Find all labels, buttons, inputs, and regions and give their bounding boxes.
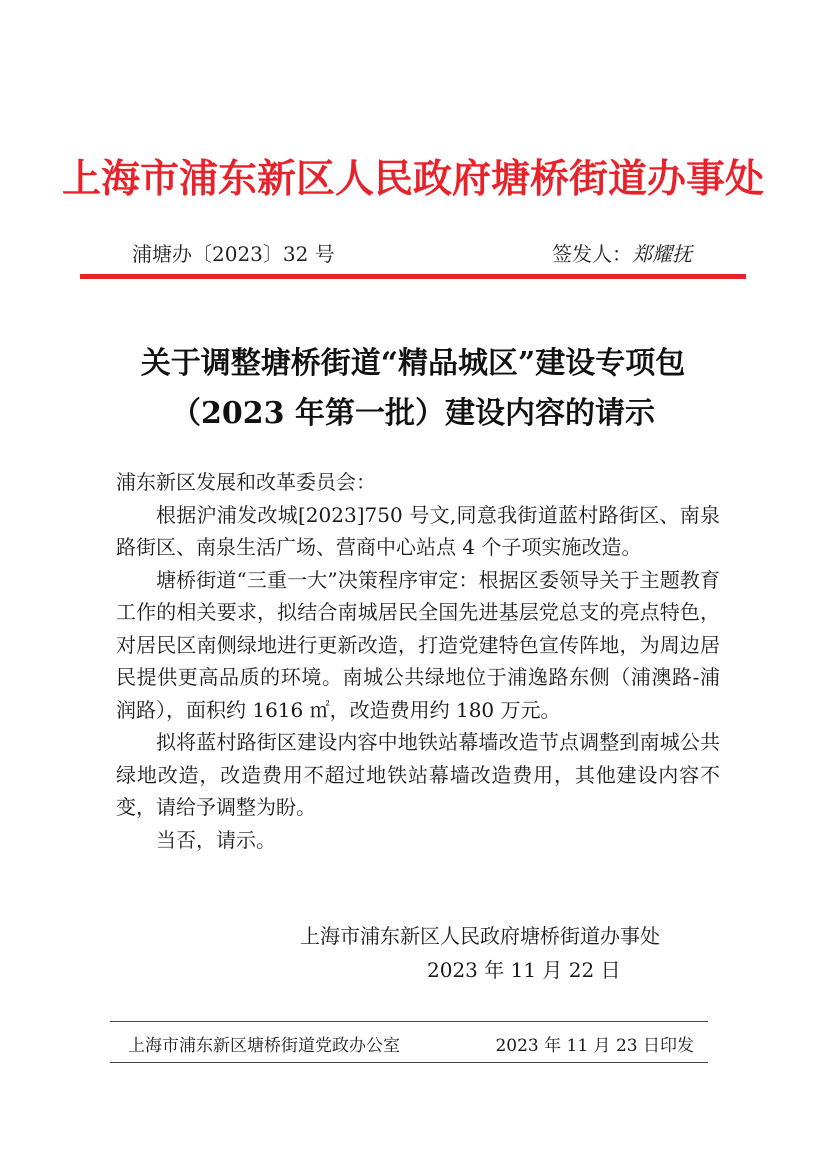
red-separator-line	[80, 274, 746, 279]
signer-name: 郑耀抚	[632, 242, 692, 266]
issuing-org-header: 上海市浦东新区人民政府塘桥街道办事处	[61, 156, 764, 202]
doc-title-line-2: （2023 年第一批）建设内容的请示	[171, 396, 655, 431]
body-paragraph-2: 塘桥街道“三重一大”决策程序审定：根据区委领导关于主题教育工作的相关要求，拟结合南城居民全国先进基层党总支的亮点特色，对居民区南侧绿地进行更新改造，打造党建特色宣传阵地，为周边居民提供更高品质的环境。南城公共绿地位于浦逸路东侧（浦澳路-浦润路），面积约 1616 ㎡，改造费用约 180 万元。	[116, 567, 720, 722]
footer-rule-bottom	[110, 1062, 708, 1063]
body-paragraph-4: 当否，请示。	[156, 827, 276, 852]
signature-org: 上海市浦东新区人民政府塘桥街道办事处	[300, 924, 660, 948]
doc-meta-row	[132, 238, 692, 268]
doc-body	[116, 466, 720, 856]
footer-print-date: 2023 年 11 月 23 日印发	[495, 1036, 694, 1056]
body-paragraph-1: 根据沪浦发改城[2023]750 号文,同意我街道蓝村路街区、南泉路街区、南泉生活广场、营商中心站点 4 个子项实施改造。	[116, 502, 720, 559]
footer-issuer: 上海市浦东新区塘桥街道党政办公室	[128, 1036, 400, 1056]
signer	[552, 238, 692, 267]
doc-title-line-1: 关于调整塘桥街道“精品城区”建设专项包	[140, 346, 686, 381]
footer-rule-top	[110, 1021, 708, 1022]
body-paragraph-3: 拟将蓝村路街区建设内容中地铁站幕墙改造节点调整到南城公共绿地改造，改造费用不超过地铁站幕墙改造费用，其他建设内容不变，请给予调整为盼。	[116, 730, 720, 819]
addressee: 浦东新区发展和改革委员会：	[116, 470, 376, 494]
signer-label: 签发人：	[552, 242, 632, 266]
signature-date: 2023 年 11 月 22 日	[427, 958, 621, 982]
doc-number: 浦塘办〔2023〕32 号	[132, 242, 335, 266]
